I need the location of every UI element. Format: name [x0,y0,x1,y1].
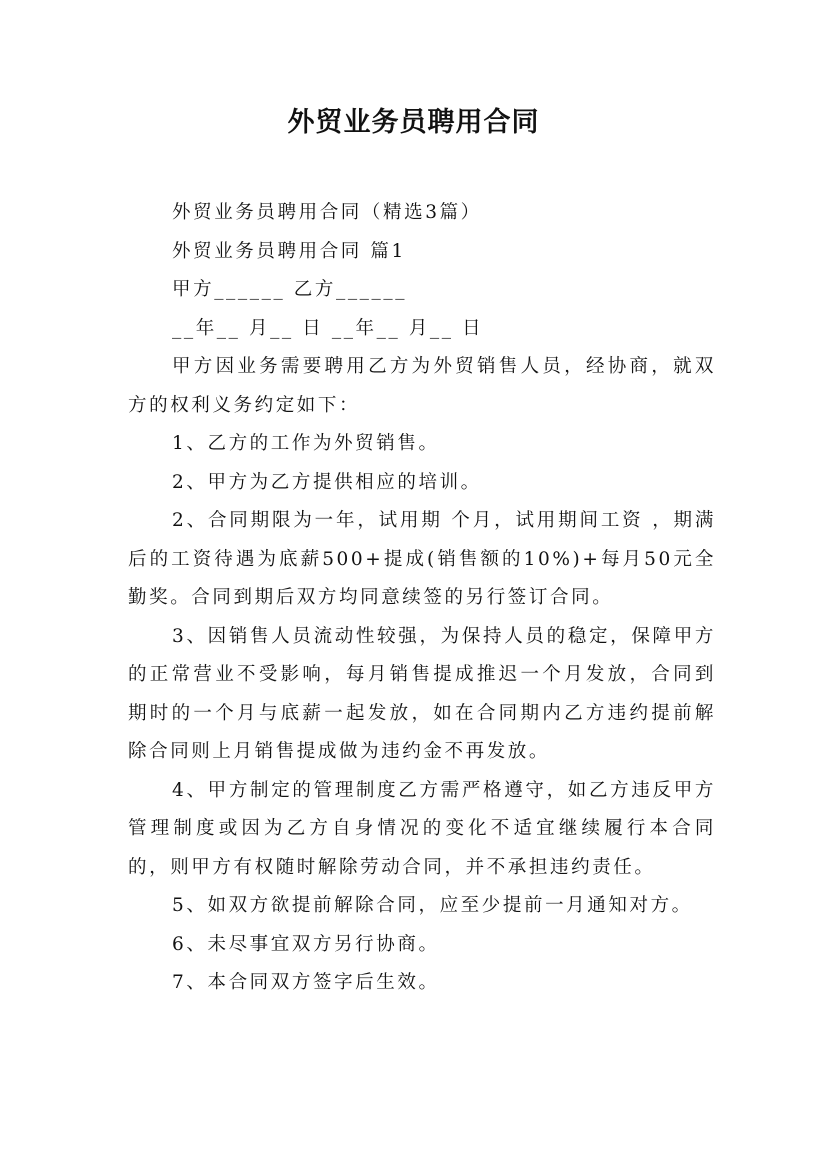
paragraph-dates: __年__ 月__ 日 __年__ 月__ 日 [172,317,484,339]
paragraph-clause-2b: 2、合同期限为一年，试用期 个月，试用期间工资 ，期满后的工资待遇为底薪500+提成(销售额的10%)+每月50元全勤奖。合同到期后双方均同意续签的另行签订合同。 [128,510,716,608]
document-body [128,194,716,1003]
paragraph-subtitle: 外贸业务员聘用合同（精选3篇） [172,202,482,223]
paragraph-intro: 甲方因业务需要聘用乙方为外贸销售人员，经协商，就双方的权利义务约定如下： [128,356,716,416]
paragraph-clause-4: 4、甲方制定的管理制度乙方需严格遵守，如乙方违反甲方管理制度或因为乙方自身情况的变化不适宜继续履行本合同的，则甲方有权随时解除劳动合同，并不承担违约责任。 [128,779,716,878]
paragraph-section-heading: 外贸业务员聘用合同 篇1 [172,240,406,262]
document-title: 外贸业务员聘用合同 [287,107,540,138]
paragraph-clause-5: 5、如双方欲提前解除合同，应至少提前一月通知对方。 [172,895,693,916]
paragraph-clause-2a: 2、甲方为乙方提供相应的培训。 [172,471,482,493]
paragraph-clause-7: 7、本合同双方签字后生效。 [172,972,440,993]
paragraph-clause-6: 6、未尽事宜双方另行协商。 [172,933,440,955]
paragraph-clause-1: 1、乙方的工作为外贸销售。 [172,433,440,454]
paragraph-parties: 甲方______ 乙方______ [172,279,408,300]
paragraph-clause-3: 3、因销售人员流动性较强，为保持人员的稳定，保障甲方的正常营业不受影响，每月销售提成推迟一个月发放，合同到期时的一个月与底薪一起发放，如在合同期内乙方违约提前解除合同则上月销售提成做为违约金不再发放。 [128,625,716,762]
